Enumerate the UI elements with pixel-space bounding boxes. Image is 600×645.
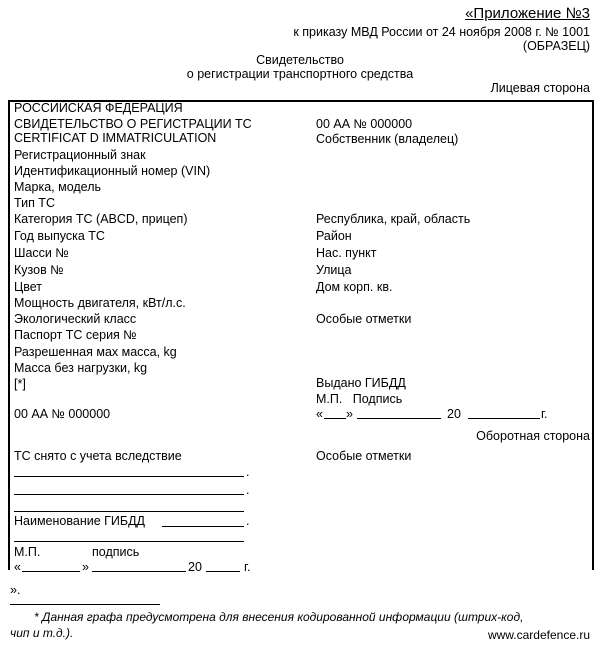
- gibdd-name-line-2: [14, 541, 244, 542]
- bottom-date-open-quote: «: [14, 560, 21, 574]
- reason-dot-1: .: [246, 465, 250, 479]
- field-settlement: Нас. пункт: [316, 246, 377, 260]
- reason-line-2: [14, 494, 244, 495]
- certificate-title-fr: CERTIFICAT D IMMATRICULATION: [14, 131, 217, 145]
- certificate-number-top: 00 АА № 000000: [316, 117, 413, 131]
- footnote-line-1: * Данная графа предусмотрена для внесения кодированной информации (штрих-код,: [34, 610, 524, 624]
- stamp-signature-label: М.П. Подпись: [316, 392, 403, 406]
- gibdd-name-label: Наименование ГИБДД: [14, 514, 146, 528]
- deregistered-label: ТС снято с учета вследствие: [14, 449, 182, 463]
- field-district: Район: [316, 229, 352, 243]
- field-passport: Паспорт ТС серия №: [14, 328, 137, 342]
- owner-label: Собственник (владелец): [316, 132, 459, 146]
- certificate-number-bottom: 00 АА № 000000: [14, 407, 111, 421]
- footnote-separator: [10, 604, 160, 605]
- field-engine-power: Мощность двигателя, кВт/л.с.: [14, 296, 186, 310]
- special-marks-back: Особые отметки: [316, 449, 412, 463]
- field-chassis: Шасси №: [14, 246, 69, 260]
- date-month-line: [357, 418, 441, 419]
- field-category: Категория ТС (ABCD, прицеп): [14, 212, 188, 226]
- field-max-mass: Разрешенная мах масса, kg: [14, 345, 177, 359]
- signature-label: подпись: [92, 545, 140, 559]
- date-day-line: [324, 418, 346, 419]
- gibdd-name-line: [162, 526, 244, 527]
- issued-by-label: Выдано ГИБДД: [316, 376, 406, 390]
- footnote-line-2: чип и т.д.).: [10, 626, 74, 640]
- date-open-quote: «: [316, 407, 323, 421]
- reason-dot-2: .: [246, 483, 250, 497]
- field-house: Дом корп. кв.: [316, 280, 393, 294]
- bottom-date-year-suffix: г.: [244, 560, 251, 574]
- reason-line-3: [14, 511, 244, 512]
- field-region: Республика, край, область: [316, 212, 471, 226]
- field-vehicle-type: Тип ТС: [14, 196, 55, 210]
- field-year: Год выпуска ТС: [14, 229, 105, 243]
- bottom-date-day-line: [22, 571, 80, 572]
- date-close-quote: »: [346, 407, 353, 421]
- date-year-prefix: 20: [447, 407, 461, 421]
- bottom-date-month-line: [92, 571, 186, 572]
- field-vin: Идентификационный номер (VIN): [14, 164, 211, 178]
- bottom-date-year-line: [206, 571, 240, 572]
- date-year-suffix: г.: [541, 407, 548, 421]
- field-unladen-mass: Масса без нагрузки, kg: [14, 361, 148, 375]
- back-side-label: Оборотная сторона: [476, 429, 590, 443]
- field-body: Кузов №: [14, 263, 64, 277]
- field-street: Улица: [316, 263, 352, 277]
- special-marks-front: Особые отметки: [316, 312, 412, 326]
- document-title: Свидетельство: [256, 53, 344, 67]
- field-eco-class: Экологический класс: [14, 312, 137, 326]
- field-make-model: Марка, модель: [14, 180, 102, 194]
- field-color: Цвет: [14, 280, 43, 294]
- gibdd-name-dot: .: [246, 514, 250, 528]
- sample-label: (ОБРАЗЕЦ): [522, 39, 590, 53]
- reason-line-1: [14, 476, 244, 477]
- watermark-url: www.cardefence.ru: [487, 628, 590, 642]
- country-name: РОССИЙСКАЯ ФЕДЕРАЦИЯ: [14, 101, 183, 115]
- appendix-title: «Приложение №3: [465, 5, 590, 22]
- document-subtitle: о регистрации транспортного средства: [186, 67, 414, 81]
- bottom-date-close-quote: »: [82, 560, 89, 574]
- field-coded-info: [*]: [14, 377, 26, 391]
- stamp-label: М.П.: [14, 545, 41, 559]
- field-registration-plate: Регистрационный знак: [14, 148, 146, 162]
- date-year-line: [468, 418, 540, 419]
- order-reference: к приказу МВД России от 24 ноября 2008 г. № 1001: [293, 25, 590, 39]
- bottom-date-year-prefix: 20: [188, 560, 202, 574]
- closing-quote: ».: [10, 583, 21, 597]
- certificate-title: СВИДЕТЕЛЬСТВО О РЕГИСТРАЦИИ ТС: [14, 117, 252, 131]
- front-side-label: Лицевая сторона: [490, 81, 590, 95]
